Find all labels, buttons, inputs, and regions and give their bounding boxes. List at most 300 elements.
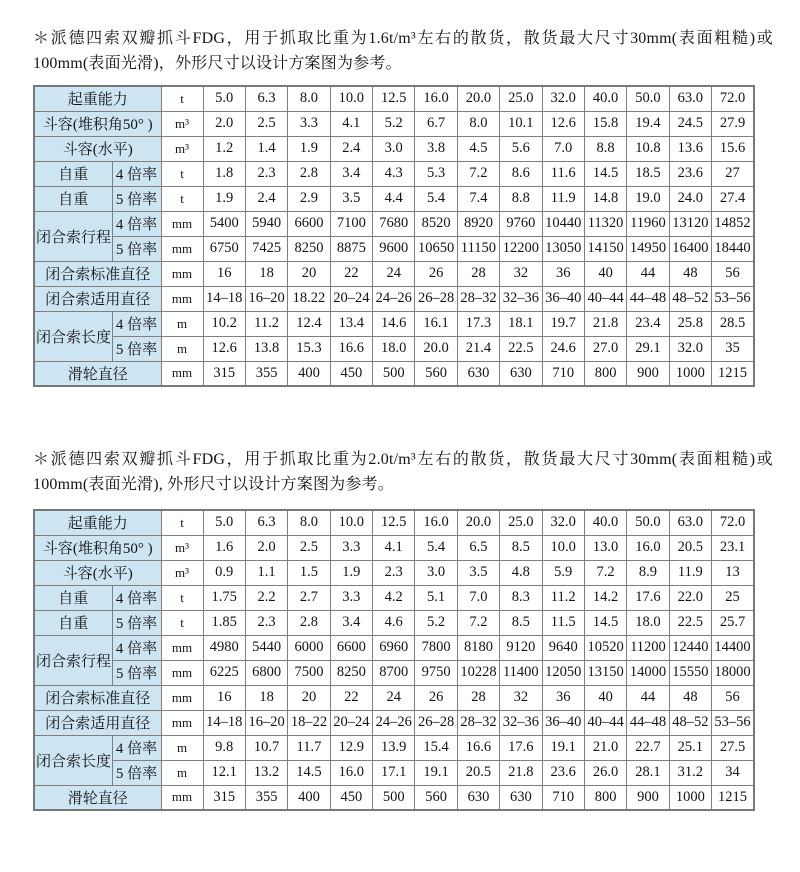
- value-cell: 1.5: [288, 560, 330, 585]
- value-cell: 16: [203, 261, 245, 286]
- spec-table-fdg-20: [33, 509, 755, 811]
- value-cell: 1.9: [330, 560, 372, 585]
- value-cell: 32–36: [500, 286, 542, 311]
- unit-cell: m: [161, 760, 203, 785]
- value-cell: 20.0: [415, 336, 457, 361]
- row-sublabel: 5 倍率: [112, 186, 161, 211]
- row-label: 起重能力: [34, 510, 161, 535]
- value-cell: 14852: [712, 211, 754, 236]
- value-cell: 27.4: [712, 186, 754, 211]
- value-cell: 4.6: [373, 610, 415, 635]
- value-cell: 10.8: [627, 136, 669, 161]
- value-cell: 11.2: [245, 311, 287, 336]
- value-cell: 10.0: [330, 510, 372, 535]
- value-cell: 18: [245, 261, 287, 286]
- row-sublabel: 4 倍率: [112, 311, 161, 336]
- value-cell: 16.1: [415, 311, 457, 336]
- table-row: [34, 535, 754, 560]
- value-cell: 16.0: [330, 760, 372, 785]
- value-cell: 8250: [330, 660, 372, 685]
- value-cell: 32: [500, 685, 542, 710]
- value-cell: 16–20: [245, 710, 287, 735]
- value-cell: 7800: [415, 635, 457, 660]
- value-cell: 1.1: [245, 560, 287, 585]
- row-sublabel: 4 倍率: [112, 161, 161, 186]
- value-cell: 2.8: [288, 161, 330, 186]
- value-cell: 40: [584, 685, 626, 710]
- row-label: 自重: [34, 161, 112, 186]
- value-cell: 21.0: [584, 735, 626, 760]
- value-cell: 26.0: [584, 760, 626, 785]
- value-cell: 1.85: [203, 610, 245, 635]
- value-cell: 1.75: [203, 585, 245, 610]
- value-cell: 19.1: [415, 760, 457, 785]
- row-label: 自重: [34, 186, 112, 211]
- value-cell: 44: [627, 685, 669, 710]
- value-cell: 22.7: [627, 735, 669, 760]
- value-cell: 560: [415, 361, 457, 386]
- value-cell: 14150: [584, 236, 626, 261]
- spec-table-body: [34, 510, 754, 810]
- value-cell: 12050: [542, 660, 584, 685]
- value-cell: 7100: [330, 211, 372, 236]
- value-cell: 2.5: [245, 111, 287, 136]
- value-cell: 16–20: [245, 286, 287, 311]
- value-cell: 2.3: [245, 610, 287, 635]
- value-cell: 13150: [584, 660, 626, 685]
- table-row: [34, 735, 754, 760]
- value-cell: 12.4: [288, 311, 330, 336]
- value-cell: 1000: [669, 361, 711, 386]
- value-cell: 50.0: [627, 510, 669, 535]
- value-cell: 21.8: [500, 760, 542, 785]
- value-cell: 32.0: [542, 86, 584, 111]
- value-cell: 16.6: [330, 336, 372, 361]
- value-cell: 9600: [373, 236, 415, 261]
- value-cell: 13: [712, 560, 754, 585]
- value-cell: 8520: [415, 211, 457, 236]
- value-cell: 8.0: [288, 510, 330, 535]
- value-cell: 17.3: [457, 311, 499, 336]
- value-cell: 10440: [542, 211, 584, 236]
- value-cell: 6225: [203, 660, 245, 685]
- value-cell: 4.1: [373, 535, 415, 560]
- value-cell: 18.0: [373, 336, 415, 361]
- value-cell: 800: [584, 361, 626, 386]
- value-cell: 7.4: [457, 186, 499, 211]
- value-cell: 40–44: [584, 710, 626, 735]
- value-cell: 13.4: [330, 311, 372, 336]
- value-cell: 36: [542, 261, 584, 286]
- value-cell: 8.8: [584, 136, 626, 161]
- value-cell: 4.3: [373, 161, 415, 186]
- value-cell: 5.4: [415, 535, 457, 560]
- value-cell: 6750: [203, 236, 245, 261]
- value-cell: 34: [712, 760, 754, 785]
- value-cell: 8.5: [500, 610, 542, 635]
- unit-cell: t: [161, 186, 203, 211]
- value-cell: 15.3: [288, 336, 330, 361]
- value-cell: 5.0: [203, 86, 245, 111]
- value-cell: 17.1: [373, 760, 415, 785]
- value-cell: 10520: [584, 635, 626, 660]
- value-cell: 21.4: [457, 336, 499, 361]
- value-cell: 48: [669, 685, 711, 710]
- value-cell: 63.0: [669, 510, 711, 535]
- value-cell: 7.2: [457, 610, 499, 635]
- value-cell: 1215: [712, 785, 754, 810]
- note-paragraph-1: ＊派德四索双瓣抓斗FDG，用于抓取比重为1.6t/m³左右的散货，散货最大尺寸30mm(表面粗糙)或100mm(表面光滑)，外形尺寸以设计方案图为参考。: [33, 30, 773, 72]
- value-cell: 6800: [245, 660, 287, 685]
- value-cell: 6.3: [245, 86, 287, 111]
- value-cell: 9.8: [203, 735, 245, 760]
- value-cell: 2.0: [203, 111, 245, 136]
- value-cell: 6600: [330, 635, 372, 660]
- unit-cell: mm: [161, 286, 203, 311]
- value-cell: 15.8: [584, 111, 626, 136]
- value-cell: 10228: [457, 660, 499, 685]
- value-cell: 11400: [500, 660, 542, 685]
- value-cell: 6.5: [457, 535, 499, 560]
- value-cell: 17.6: [500, 735, 542, 760]
- value-cell: 11.9: [542, 186, 584, 211]
- unit-cell: mm: [161, 361, 203, 386]
- value-cell: 4.8: [500, 560, 542, 585]
- value-cell: 16.0: [627, 535, 669, 560]
- value-cell: 19.7: [542, 311, 584, 336]
- row-label: 闭合索适用直径: [34, 286, 161, 311]
- table-row: [34, 186, 754, 211]
- value-cell: 17.6: [627, 585, 669, 610]
- value-cell: 44–48: [627, 286, 669, 311]
- value-cell: 29.1: [627, 336, 669, 361]
- value-cell: 630: [457, 361, 499, 386]
- value-cell: 11.5: [542, 610, 584, 635]
- row-label: 闭合索长度: [34, 311, 112, 361]
- value-cell: 6960: [373, 635, 415, 660]
- value-cell: 18.1: [500, 311, 542, 336]
- row-label: 自重: [34, 610, 112, 635]
- value-cell: 11.7: [288, 735, 330, 760]
- row-label: 斗容(堆积角50° ): [34, 111, 161, 136]
- unit-cell: t: [161, 161, 203, 186]
- value-cell: 10.1: [500, 111, 542, 136]
- table-row: [34, 685, 754, 710]
- unit-cell: t: [161, 610, 203, 635]
- table-row: [34, 560, 754, 585]
- value-cell: 1000: [669, 785, 711, 810]
- value-cell: 13.2: [245, 760, 287, 785]
- value-cell: 72.0: [712, 86, 754, 111]
- row-label: 滑轮直径: [34, 361, 161, 386]
- unit-cell: mm: [161, 660, 203, 685]
- value-cell: 1.9: [288, 136, 330, 161]
- value-cell: 1.9: [203, 186, 245, 211]
- value-cell: 6000: [288, 635, 330, 660]
- value-cell: 13.9: [373, 735, 415, 760]
- value-cell: 14400: [712, 635, 754, 660]
- unit-cell: mm: [161, 236, 203, 261]
- value-cell: 2.2: [245, 585, 287, 610]
- table-row: [34, 86, 754, 111]
- value-cell: 4.2: [373, 585, 415, 610]
- unit-cell: mm: [161, 635, 203, 660]
- value-cell: 1.8: [203, 161, 245, 186]
- value-cell: 5.9: [542, 560, 584, 585]
- table-row: [34, 361, 754, 386]
- value-cell: 12.9: [330, 735, 372, 760]
- value-cell: 23.6: [669, 161, 711, 186]
- value-cell: 6600: [288, 211, 330, 236]
- row-sublabel: 4 倍率: [112, 735, 161, 760]
- note-paragraph-2: ＊派德四索双瓣抓斗FDG，用于抓取比重为2.0t/m³左右的散货，散货最大尺寸30mm(表面粗糙)或100mm(表面光滑), 外形尺寸以设计方案图为参考。: [33, 451, 773, 493]
- value-cell: 40: [584, 261, 626, 286]
- value-cell: 22.5: [500, 336, 542, 361]
- row-sublabel: 4 倍率: [112, 635, 161, 660]
- value-cell: 19.4: [627, 111, 669, 136]
- value-cell: 36: [542, 685, 584, 710]
- row-label: 闭合索适用直径: [34, 710, 161, 735]
- value-cell: 8.3: [500, 585, 542, 610]
- value-cell: 22.5: [669, 610, 711, 635]
- value-cell: 25.1: [669, 735, 711, 760]
- value-cell: 23.4: [627, 311, 669, 336]
- value-cell: 9750: [415, 660, 457, 685]
- value-cell: 25.8: [669, 311, 711, 336]
- value-cell: 7.2: [457, 161, 499, 186]
- value-cell: 28–32: [457, 286, 499, 311]
- value-cell: 710: [542, 785, 584, 810]
- value-cell: 8.0: [457, 111, 499, 136]
- value-cell: 3.3: [288, 111, 330, 136]
- value-cell: 72.0: [712, 510, 754, 535]
- unit-cell: mm: [161, 685, 203, 710]
- value-cell: 48–52: [669, 710, 711, 735]
- value-cell: 16.0: [415, 510, 457, 535]
- value-cell: 400: [288, 361, 330, 386]
- value-cell: 630: [500, 361, 542, 386]
- value-cell: 355: [245, 361, 287, 386]
- table-row: [34, 785, 754, 810]
- value-cell: 2.7: [288, 585, 330, 610]
- table-row: [34, 660, 754, 685]
- value-cell: 18000: [712, 660, 754, 685]
- value-cell: 450: [330, 785, 372, 810]
- value-cell: 10.0: [542, 535, 584, 560]
- value-cell: 12.1: [203, 760, 245, 785]
- row-sublabel: 5 倍率: [112, 610, 161, 635]
- value-cell: 9640: [542, 635, 584, 660]
- value-cell: 10.2: [203, 311, 245, 336]
- spec-table-body: [34, 86, 754, 386]
- value-cell: 8.8: [500, 186, 542, 211]
- value-cell: 9760: [500, 211, 542, 236]
- row-label: 自重: [34, 585, 112, 610]
- value-cell: 7.0: [457, 585, 499, 610]
- value-cell: 44: [627, 261, 669, 286]
- value-cell: 56: [712, 685, 754, 710]
- table-row: [34, 760, 754, 785]
- value-cell: 3.4: [330, 161, 372, 186]
- row-label: 闭合索行程: [34, 211, 112, 261]
- value-cell: 8700: [373, 660, 415, 685]
- value-cell: 2.0: [245, 535, 287, 560]
- value-cell: 11.2: [542, 585, 584, 610]
- value-cell: 26–28: [415, 710, 457, 735]
- value-cell: 5.4: [415, 186, 457, 211]
- value-cell: 14.2: [584, 585, 626, 610]
- value-cell: 28.1: [627, 760, 669, 785]
- value-cell: 10650: [415, 236, 457, 261]
- value-cell: 27.5: [712, 735, 754, 760]
- value-cell: 53–56: [712, 286, 754, 311]
- value-cell: 25.7: [712, 610, 754, 635]
- value-cell: 11320: [584, 211, 626, 236]
- value-cell: 20: [288, 685, 330, 710]
- value-cell: 900: [627, 785, 669, 810]
- value-cell: 4.1: [330, 111, 372, 136]
- table-row: [34, 710, 754, 735]
- value-cell: 3.8: [415, 136, 457, 161]
- value-cell: 14.5: [584, 610, 626, 635]
- value-cell: 13050: [542, 236, 584, 261]
- value-cell: 36–40: [542, 286, 584, 311]
- value-cell: 16: [203, 685, 245, 710]
- value-cell: 5400: [203, 211, 245, 236]
- value-cell: 32–36: [500, 710, 542, 735]
- value-cell: 13120: [669, 211, 711, 236]
- row-sublabel: 5 倍率: [112, 660, 161, 685]
- value-cell: 11150: [457, 236, 499, 261]
- value-cell: 3.0: [415, 560, 457, 585]
- row-label: 闭合索标准直径: [34, 685, 161, 710]
- value-cell: 23.6: [542, 760, 584, 785]
- row-label: 斗容(水平): [34, 560, 161, 585]
- value-cell: 24.5: [669, 111, 711, 136]
- value-cell: 12200: [500, 236, 542, 261]
- value-cell: 1.6: [203, 535, 245, 560]
- value-cell: 14950: [627, 236, 669, 261]
- value-cell: 53–56: [712, 710, 754, 735]
- value-cell: 12440: [669, 635, 711, 660]
- value-cell: 8920: [457, 211, 499, 236]
- value-cell: 20–24: [330, 710, 372, 735]
- unit-cell: t: [161, 510, 203, 535]
- value-cell: 8250: [288, 236, 330, 261]
- table-row: [34, 585, 754, 610]
- value-cell: 26: [415, 261, 457, 286]
- value-cell: 800: [584, 785, 626, 810]
- value-cell: 3.4: [330, 610, 372, 635]
- value-cell: 7500: [288, 660, 330, 685]
- value-cell: 3.0: [373, 136, 415, 161]
- value-cell: 11960: [627, 211, 669, 236]
- value-cell: 2.4: [330, 136, 372, 161]
- value-cell: 48–52: [669, 286, 711, 311]
- value-cell: 18: [245, 685, 287, 710]
- value-cell: 40.0: [584, 510, 626, 535]
- value-cell: 8.5: [500, 535, 542, 560]
- value-cell: 1215: [712, 361, 754, 386]
- row-sublabel: 5 倍率: [112, 236, 161, 261]
- value-cell: 24.0: [669, 186, 711, 211]
- value-cell: 900: [627, 361, 669, 386]
- value-cell: 13.6: [669, 136, 711, 161]
- value-cell: 18.5: [627, 161, 669, 186]
- value-cell: 15.6: [712, 136, 754, 161]
- value-cell: 24: [373, 685, 415, 710]
- spec-table-fdg-16: [33, 85, 755, 387]
- row-label: 滑轮直径: [34, 785, 161, 810]
- value-cell: 14.6: [373, 311, 415, 336]
- value-cell: 32: [500, 261, 542, 286]
- value-cell: 16.6: [457, 735, 499, 760]
- value-cell: 24: [373, 261, 415, 286]
- value-cell: 35: [712, 336, 754, 361]
- value-cell: 24–26: [373, 710, 415, 735]
- unit-cell: mm: [161, 785, 203, 810]
- value-cell: 20.5: [669, 535, 711, 560]
- value-cell: 27: [712, 161, 754, 186]
- value-cell: 5.6: [500, 136, 542, 161]
- value-cell: 26–28: [415, 286, 457, 311]
- value-cell: 7425: [245, 236, 287, 261]
- value-cell: 7.0: [542, 136, 584, 161]
- value-cell: 63.0: [669, 86, 711, 111]
- value-cell: 2.8: [288, 610, 330, 635]
- value-cell: 16.0: [415, 86, 457, 111]
- value-cell: 18440: [712, 236, 754, 261]
- value-cell: 2.5: [288, 535, 330, 560]
- table-row: [34, 610, 754, 635]
- value-cell: 14.8: [584, 186, 626, 211]
- value-cell: 20–24: [330, 286, 372, 311]
- value-cell: 2.4: [245, 186, 287, 211]
- value-cell: 8.9: [627, 560, 669, 585]
- value-cell: 23.1: [712, 535, 754, 560]
- unit-cell: m: [161, 735, 203, 760]
- value-cell: 8.6: [500, 161, 542, 186]
- value-cell: 32.0: [669, 336, 711, 361]
- unit-cell: m: [161, 311, 203, 336]
- value-cell: 20.5: [457, 760, 499, 785]
- value-cell: 13.0: [584, 535, 626, 560]
- row-label: 闭合索长度: [34, 735, 112, 785]
- value-cell: 18.22: [288, 286, 330, 311]
- value-cell: 3.5: [330, 186, 372, 211]
- value-cell: 26: [415, 685, 457, 710]
- value-cell: 12.6: [203, 336, 245, 361]
- row-sublabel: 5 倍率: [112, 336, 161, 361]
- value-cell: 50.0: [627, 86, 669, 111]
- value-cell: 44–48: [627, 710, 669, 735]
- value-cell: 25: [712, 585, 754, 610]
- unit-cell: m³: [161, 136, 203, 161]
- value-cell: 1.2: [203, 136, 245, 161]
- row-label: 斗容(水平): [34, 136, 161, 161]
- unit-cell: m³: [161, 111, 203, 136]
- table-row: [34, 286, 754, 311]
- value-cell: 5.2: [415, 610, 457, 635]
- value-cell: 4980: [203, 635, 245, 660]
- value-cell: 500: [373, 361, 415, 386]
- value-cell: 500: [373, 785, 415, 810]
- value-cell: 40.0: [584, 86, 626, 111]
- value-cell: 11.6: [542, 161, 584, 186]
- table-row: [34, 311, 754, 336]
- value-cell: 27.9: [712, 111, 754, 136]
- value-cell: 2.3: [245, 161, 287, 186]
